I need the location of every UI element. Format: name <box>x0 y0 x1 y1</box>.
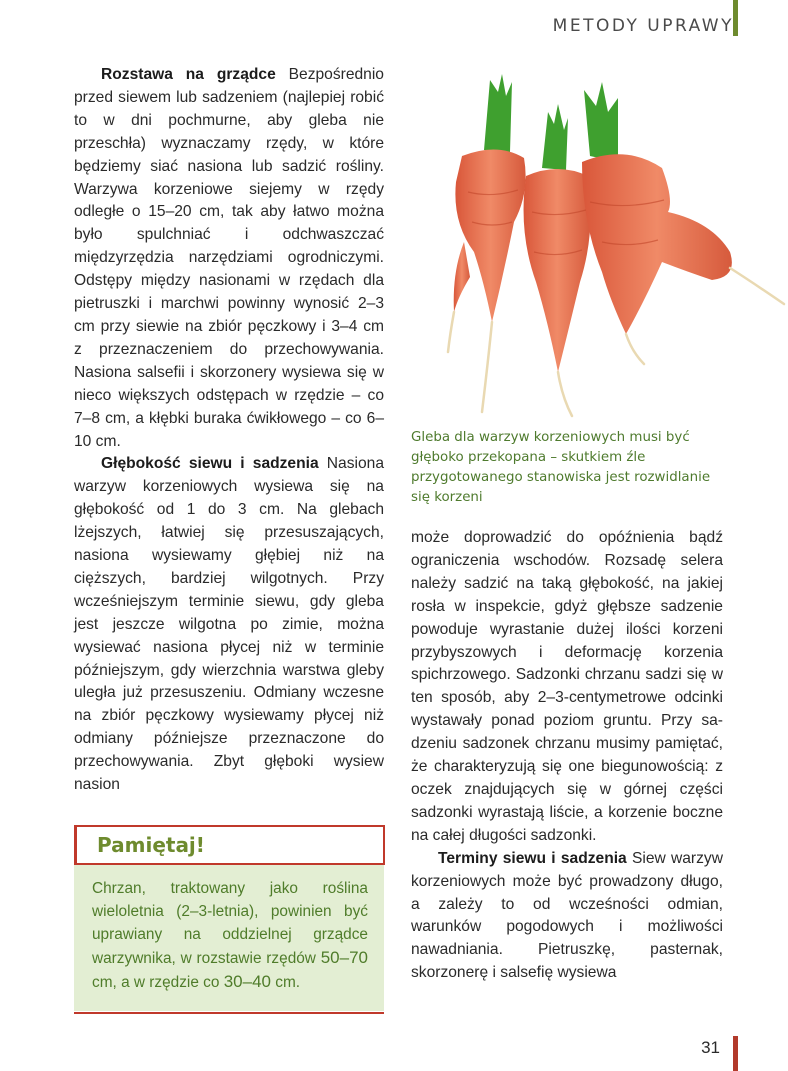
left-column <box>74 64 384 797</box>
remember-title: Pamiętaj! <box>97 833 205 857</box>
remember-title-frame <box>74 825 385 865</box>
row-spacing-value: 50–70 <box>320 948 368 967</box>
remember-bottom-rule <box>74 1012 384 1014</box>
paragraph-text: Bezpośrednio przed siewem lub sadzeniem (najlepiej robić to w dni pochmurne, aby gleba nie przeschła) wyznaczamy rzędy, w które będziemy siać nasiona lub sadzić rośliny. Warzywa korzeniowe siejemy w rzędy odległe o 15–20 cm, tak aby łatwo można było spulchniać i odchwaszczać międzyrzędzia narzędziami ogrodniczymi. Odstępy między nasionami w rzędach dla pietruszki i marchwi powinny wynosić 2–3 cm przy siewie na zbiór pęczkowy i 3–4 cm z przeznaczeniem do przechowywania. Nasiona salsefii i skorzonery wysiewa się w nieco większych odstępach w rzędzie – co 7–8 cm, a kłębki buraka ćwikłowego – co 6–10 cm. <box>74 66 384 450</box>
paragraph-heading: Głębokość siewu i sadzenia <box>101 455 319 473</box>
paragraph-heading: Terminy siewu i sadzenia <box>438 849 627 867</box>
paragraph-text: Siew warzyw korzeniowych może być prowadzony długo, a zależy to od wcześności odmian, warunków pogodowych i możliwości nawadniania. Pietruszkę, pasternak, skorzonerę i salsefię wysiewa <box>411 849 723 982</box>
page-number: 31 <box>701 1038 720 1057</box>
remember-text-part: cm, a w rzędzie co <box>92 974 224 991</box>
right-column <box>411 527 723 985</box>
photo-caption: Gleba dla warzyw korzeniowych musi być głęboko przekopana – skutkiem źle przygotowanego stanowiska jest rozwidlanie się korzeni <box>411 430 711 505</box>
paragraph-text: Nasiona warzyw korzeniowych wysiewa się na głębokość od 1 do 3 cm. Na glebach lżejszych, łatwiej się przesuszających, nasiona wysiewamy głębiej niż na cięższych, bardziej wilgotnych. Przy wcześniejszym terminie siewu, gdy gleba jest jeszcze wilgotna po zimie, można wysiewać nasiona płycej niż w terminie późniejszym, gdy wierzchnia warstwa gleby uległa już przesuszeniu. Odmiany wczesne na zbiór pęczkowy wysiewamy płycej niż odmiany późniejsze przeznaczone do przechowywania. Zbyt głęboki wysiew nasion <box>74 455 384 794</box>
paragraph-terms <box>411 848 723 985</box>
remember-body <box>74 865 384 1011</box>
remember-text-part: Chrzan, traktowany jako roślina wieloletnia (2–3-letnia), powinien być uprawiany na oddzielnej grządce warzywnika, w rozstawie rzędów <box>92 880 368 967</box>
footer-accent-bar <box>733 1036 738 1071</box>
remember-text <box>92 877 368 994</box>
remember-text-part: cm. <box>271 974 301 991</box>
plant-spacing-value: 30–40 <box>223 972 271 991</box>
paragraph-continued: może doprowadzić do opóźnienia bądź ograniczenia wschodów. Rozsadę selera należy sadzić na taką głębokość, na jakiej rosła w inspekcie, gdyż głębsze sadzenie powoduje wyrastanie dużej ilości korzeni przybyszowych i deformację korzenia spichrzowego. Sadzonki chrzanu sadzi się w ten sposób, aby 2–3-centymetrowe odcinki wystawały ponad poziom gruntu. Przy sadzeniu sadzonek chrzanu musimy pamiętać, że charakteryzują się one biegunowością: z oczek znajdujących się w górnej części sadzonki wyrastają liście, a korzenie boczne na całej długości sadzonki. <box>411 529 723 844</box>
section-header: METODY UPRAWY <box>552 16 734 36</box>
paragraph-depth <box>74 453 384 797</box>
carrots-photo <box>412 72 788 424</box>
paragraph-spacing <box>74 64 384 453</box>
paragraph-heading: Rozstawa na grządce <box>101 66 276 83</box>
remember-box <box>74 825 384 1013</box>
